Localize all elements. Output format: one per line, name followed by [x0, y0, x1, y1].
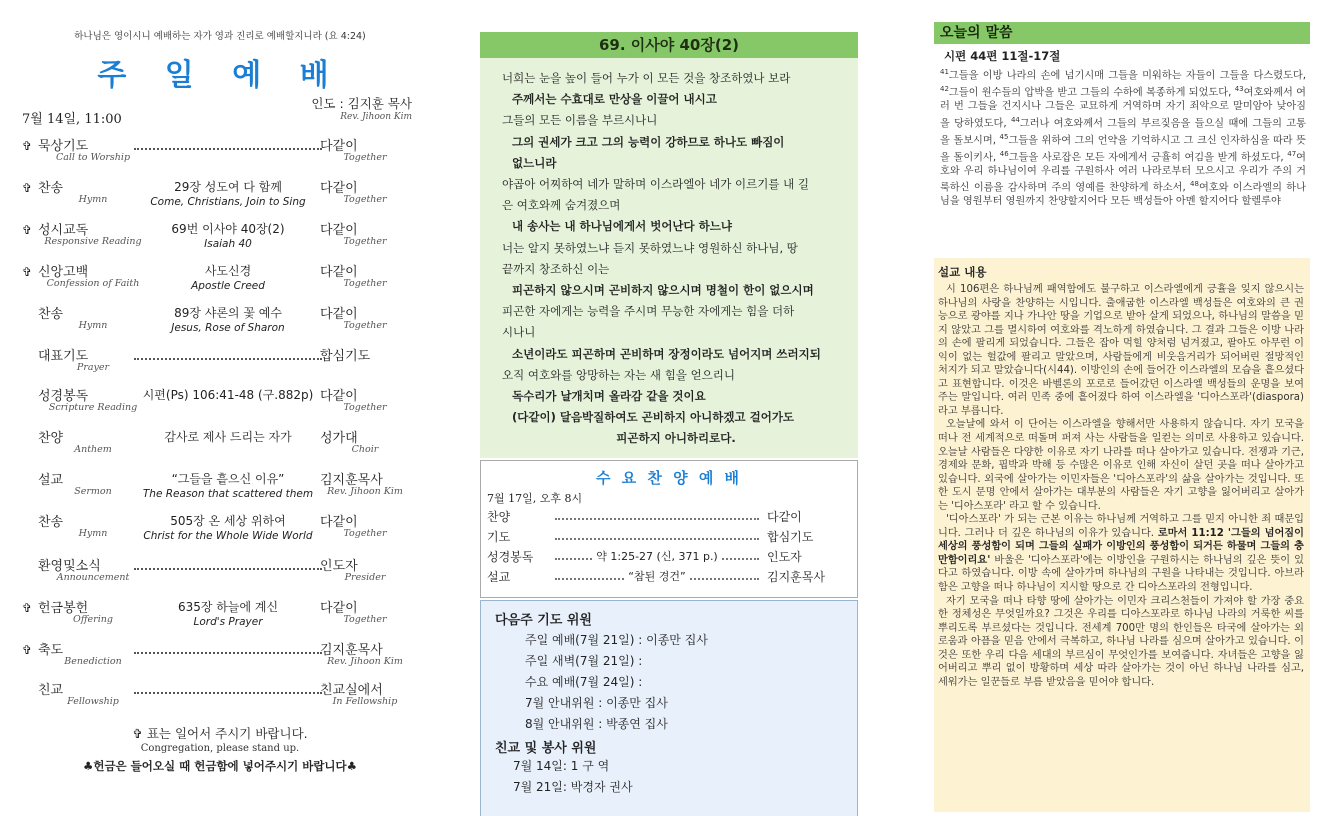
order-item-name: 성시교독	[38, 223, 89, 238]
reading-line: (다같이) 달음박질하여도 곤비하지 아니하겠고 걸어가도	[512, 410, 795, 425]
reading-line: 너희는 눈을 높이 들어 누가 이 모든 것을 창조하였나 보라	[502, 71, 791, 85]
word-title: 오늘의 말씀	[934, 22, 1310, 44]
verse-text: 그들이 원수들의 압박을 받고 그들의 수하에 복종하게 되었도다,	[948, 87, 1235, 99]
order-row	[22, 596, 418, 636]
order-item-title: 69번 이사야 40장(2)	[168, 220, 287, 237]
reading-title: 69. 이사야 40장(2)	[480, 32, 858, 58]
wednesday-item-leader: 합심기도	[767, 530, 814, 544]
order-item-leader: 김지훈목사	[320, 643, 383, 658]
order-item-leader: 김지훈목사	[320, 473, 383, 488]
order-row	[22, 678, 418, 718]
order-item-leader-en: Presider	[344, 572, 386, 583]
order-item-name: 축도	[38, 643, 64, 658]
order-item-leader: 친교실에서	[320, 683, 383, 698]
order-item-leader: 다같이	[320, 601, 358, 616]
reading-line: 피곤하지 않으시며 곤비하지 않으시며 명철이 한이 없으시며	[512, 283, 814, 298]
order-row	[22, 554, 418, 594]
order-row	[22, 176, 418, 216]
wednesday-item-leader: 인도자	[767, 550, 802, 564]
wednesday-date: 7월 17일, 오후 8시	[487, 492, 583, 505]
order-item-name-en: Prayer	[76, 362, 110, 373]
service-date: 7월 14일, 11:00	[22, 112, 122, 127]
order-item-detail	[132, 260, 324, 292]
notes	[22, 724, 418, 774]
verse-text: 그러나 여호와께서 그들의 부르짖음을 들으실 때에 그들의 고통을 돌보시며,	[940, 117, 1306, 146]
order-item-detail	[132, 426, 324, 445]
wednesday-item-leader: 김지훈목사	[767, 570, 825, 584]
reading-line: 피곤하지 아니하리로다.	[616, 431, 736, 446]
leader-name-en: Rev. Jihoon Kim	[340, 112, 412, 122]
stand-cross-icon: ✞	[22, 601, 33, 615]
reading-line: 오직 여호와를 앙망하는 자는 새 힘을 얻으리니	[502, 367, 736, 382]
verse-number: 42	[940, 84, 949, 93]
reading-line: 그의 권세가 크고 그의 능력이 강하므로 하나도 빠짐이	[512, 134, 785, 149]
stand-cross-icon: ✞	[22, 139, 33, 153]
verse-number: 46	[999, 149, 1009, 158]
wednesday-item-detail	[551, 548, 763, 564]
reading-line: 야곱아 어찌하여 네가 말하며 이스라엘아 네가 이르기를 내 길	[502, 177, 809, 192]
order-row	[22, 218, 418, 258]
order-row	[22, 638, 418, 678]
order-item-leader: 다같이	[320, 181, 358, 196]
order-item-title-en: Christ for the Whole Wide World	[143, 530, 313, 542]
order-item-name: 환영및소식	[38, 559, 101, 574]
sermon-text-span: 바울은 '디아스포라'에는 이방인을 구원하시는 하나님의 깊은 뜻이 있다고 하였습니다. 이방 속에 살아가며 하나님의 구원을 나타내는 것입니다. 아브라함은 고향을 떠나 하나님이 지시할 땅으로 간 디아스포라의 전형입니다.	[938, 554, 1304, 594]
prayer-item: 7월 안내위원 : 이종만 집사	[525, 696, 668, 710]
reading-line: 너는 알지 못하였느냐 듣지 못하였느냐 영원하신 하나님, 땅	[502, 240, 798, 255]
order-item-title-en: Come, Christians, Join to Sing	[150, 196, 306, 208]
order-item-name: 찬양	[38, 431, 64, 446]
verse-number: 47	[1287, 149, 1297, 158]
right-panel	[934, 22, 1310, 812]
dot-leader	[134, 558, 322, 570]
order-item-leader-en: Choir	[351, 444, 379, 455]
sermon-box	[934, 258, 1310, 812]
sunday-order-panel	[22, 28, 418, 808]
offering-note: ♣헌금은 들어오실 때 헌금함에 넣어주시기 바랍니다♣	[83, 759, 357, 773]
order-item-leader: 다같이	[320, 389, 358, 404]
order-row	[22, 468, 418, 508]
reading-line: 없느니라	[512, 155, 557, 170]
order-item-leader-en: Rev. Jihoon Kim	[327, 486, 403, 497]
order-item-detail	[132, 384, 324, 403]
order-item-title: 89장 샤론의 꽃 예수	[171, 304, 285, 321]
wednesday-item-name: 찬양	[487, 510, 511, 524]
sermon-paragraph: 시 106편은 하나님께 패역함에도 불구하고 이스라엘에게 긍휼을 잊지 않으시는 하나님의 사랑을 찬양하는 시입니다. 출애굽한 이스라엘 백성들은 여호와의 큰 권능으로 광야를 지나 가나안 땅을 기업으로 받아 살게 되었으나, 하나님의 말씀을 믿지 않았고 그를 멸시하여 여호와를 격노하게 하였습니다. 그 결과 그들은 이방 나라의 손에 팔리게 되었습니다. 그들은 잡아 먹힐 양처럼 넘겨졌고, 팔아도 아무런 이익이 없는 헐값에 팔리고 말았으며, 사람들에게 비웃음거리가 되어버린 절망적인 처지가 되고 말았습니다(시44). 이방인의 손에 들어간 이스라엘의 모습을 흩으셨다고 표현합니다. 이것은 바벨론의 포로로 들어갔던 이스라엘 백성들의 운명을 보여주는 말입니다. 여러 민족 중에 흩어졌다 하여 이스라엘을 '디아스포라'(diaspora) 라고 부릅니다.	[938, 284, 1304, 417]
order-row	[22, 426, 418, 466]
reading-line: 소년이라도 피곤하며 곤비하며 장정이라도 넘어지며 쓰러지되	[512, 346, 821, 361]
order-item-leader-en: Together	[343, 278, 387, 289]
wednesday-item-detail	[551, 568, 763, 584]
stand-cross-icon: ✞	[22, 265, 33, 279]
order-item-leader-en: Together	[343, 402, 387, 413]
order-item-name: 찬송	[38, 181, 64, 196]
wednesday-row	[487, 526, 851, 546]
order-item-name: 묵상기도	[38, 139, 89, 154]
order-item-name-en: Confession of Faith	[46, 278, 140, 289]
stand-note-en: Congregation, please stand up.	[140, 743, 300, 754]
order-item-name-en: Scripture Reading	[48, 402, 138, 413]
order-item-name-en: Hymn	[78, 320, 108, 331]
reading-line: 끝까지 창조하신 이는	[502, 261, 610, 276]
order-item-detail	[132, 176, 324, 208]
responsive-reading-box	[480, 32, 858, 458]
sermon-heading: 설교 내용	[938, 265, 987, 279]
order-item-title: 사도신경	[202, 262, 254, 279]
order-item-detail	[132, 596, 324, 628]
sermon-text	[938, 283, 1304, 689]
stand-cross-icon: ✞	[22, 181, 33, 195]
order-row	[22, 344, 418, 384]
order-item-name-en: Call to Worship	[55, 152, 131, 163]
psalm-box	[934, 44, 1310, 258]
order-item-name-en: Offering	[73, 614, 113, 625]
date-leader-row	[22, 94, 418, 134]
order-item-detail	[132, 468, 324, 500]
prayer-list	[495, 630, 845, 735]
sermon-text-span: '디아스포라' 가 되는 근본 이유는 하나님께 거역하고 그를 믿지 아니한 죄 때문입니다. 그러나 더 깊은 하나님의 이유가 있습니다.	[938, 514, 1304, 539]
order-item-detail	[132, 218, 324, 250]
reading-line: 그들의 모든 이름을 부르시나니	[502, 113, 658, 128]
order-item-name-en: Sermon	[74, 486, 112, 497]
order-item-name: 친교	[38, 683, 64, 698]
verse-text: 그들을 사로잡은 모든 자에게서 긍휼히 여김을 받게 하셨도다,	[1008, 151, 1288, 163]
reading-line: 내 송사는 내 하나님에게서 벗어난다 하느냐	[512, 219, 732, 234]
order-item-leader-en: Together	[343, 320, 387, 331]
order-row	[22, 384, 418, 424]
order-item-leader: 다같이	[320, 515, 358, 530]
sermon-paragraph: 자기 모국을 떠나 타향 땅에 살아가는 이민자 크리스천들이 가져야 할 가장 중요한 정체성은 무엇일까요? 그것은 우리를 디아스포라로 하나님 나라의 거룩한 씨를 뿌리도록 부르셨다는 것입니다. 전세계 700만 명의 한인들은 타국에 살아가는 외로움과 아픔을 믿음 안에서 극복하고, 하나님 나라를 심으며 살아가고 있습니다. 이것은 또한 우리 다음 세대의 부르심이 무엇인가를 보여줍니다. 자녀들은 고향을 잃어버리고 뿌리 없이 방황하며 세상 따라 살아가는 것이 아닌 하나님 나라를 심고, 세워가는 일꾼들로 부름 받았음을 믿어야 합니다.	[938, 595, 1304, 688]
verse-number: 43	[1234, 84, 1244, 93]
wednesday-item-leader: 다같이	[767, 510, 802, 524]
wednesday-item-title: 약 1:25-27 (신, 371 p.)	[593, 550, 720, 563]
wednesday-item-name: 성경봉독	[487, 550, 534, 564]
reading-line: 독수리가 날개치며 올라감 같을 것이요	[512, 389, 706, 404]
prayer-item: 수요 예배(7월 24일) :	[525, 675, 643, 689]
wednesday-service-box	[480, 460, 858, 598]
fellowship-list	[495, 756, 845, 798]
order-item-title-en: The Reason that scattered them	[142, 488, 314, 500]
order-item-name: 찬송	[38, 307, 64, 322]
order-item-name-en: Hymn	[78, 194, 108, 205]
wednesday-rows	[487, 506, 851, 586]
fellowship-item: 7월 21일: 박경자 권사	[513, 780, 633, 794]
order-item-leader: 다같이	[320, 307, 358, 322]
reading-line: 시나니	[502, 325, 536, 340]
verse-number: 41	[940, 68, 949, 76]
order-item-name: 신앙고백	[38, 265, 89, 280]
dot-leader	[134, 682, 322, 694]
fellowship-heading: 친교 및 봉사 위원	[495, 741, 597, 756]
wednesday-item-name: 기도	[487, 530, 511, 544]
sermon-paragraph	[938, 513, 1304, 594]
order-item-leader-en: In Fellowship	[332, 696, 398, 707]
psalm-reference: 시편 44편 11절-17절	[944, 49, 1061, 63]
wednesday-item-title: “참된 경건”	[625, 570, 688, 583]
verse-text: 그들을 이방 나라의 손에 넘기시매 그들을 미워하는 자들이 그들을 다스렸도다,	[948, 70, 1306, 82]
wednesday-row	[487, 546, 851, 566]
order-item-leader-en: Together	[343, 614, 387, 625]
order-item-name-en: Responsive Reading	[44, 236, 142, 247]
leader-info	[311, 94, 412, 122]
wednesday-title: 수 요 찬 양 예 배	[595, 469, 743, 487]
order-item-name-en: Announcement	[56, 572, 130, 583]
order-item-leader: 합심기도	[320, 349, 371, 364]
page-title: 주 일 예 배	[97, 58, 343, 93]
order-item-name-en: Anthem	[74, 444, 112, 455]
order-item-leader: 성가대	[320, 431, 358, 446]
order-item-leader-en: Rev. Jihoon Kim	[327, 656, 403, 667]
order-item-name: 설교	[38, 473, 64, 488]
dot-leader	[555, 530, 759, 540]
order-item-title-en: Jesus, Rose of Sharon	[171, 322, 285, 334]
dot-leader	[555, 510, 759, 520]
order-item-name-en: Hymn	[78, 528, 108, 539]
order-row	[22, 260, 418, 300]
stand-cross-icon: ✞	[22, 643, 33, 657]
order-item-leader: 다같이	[320, 265, 358, 280]
order-item-title: 29장 성도여 다 함께	[171, 178, 285, 195]
order-item-title: 505장 온 세상 위하여	[167, 512, 289, 529]
sermon-quote: 로마서 11:12 '그들의 넘어짐이 세상의 풍성함이 되며 그들의 실패가 이방인의 풍성함이 되거든 하물며 그들의 충만함이리요'	[938, 527, 1304, 566]
middle-panel	[480, 32, 858, 794]
order-row	[22, 134, 418, 174]
order-item-leader-en: Together	[343, 152, 387, 163]
order-row	[22, 302, 418, 342]
wednesday-row	[487, 566, 851, 586]
order-item-title-en: Isaiah 40	[204, 238, 252, 250]
dot-leader	[134, 642, 322, 654]
stand-cross-icon: ✞	[22, 223, 33, 237]
psalm-text	[940, 66, 1306, 209]
verse-number: 45	[999, 132, 1009, 141]
order-item-leader: 인도자	[320, 559, 358, 574]
sermon-paragraph: 오늘날에 와서 이 단어는 이스라엘을 향해서만 사용하지 않습니다. 자기 모국을 떠나 전 세계적으로 떠돌며 퍼져 사는 사람들을 일컫는 의미로 사용하고 있습니다. 오늘날 사람들은 다양한 이유로 자기 나라를 떠나 살아가고 있습니다. 전쟁과 기근, 경제와 문화, 핍박과 박해 등 수많은 이유로 인해 자신이 살던 곳을 떠나 살아가고 있습니다. 외국에 살아가는 이민자들은 '디아스포라'의 삶을 살아가는 것입니다. 또한 도시 문명 안에서 살아가는 대부분의 사람들은 자기 고향을 잃어버리고 살아가는 '디아스포라' 라고 할 수 있습니다.	[938, 419, 1304, 512]
order-item-name: 성경봉독	[38, 389, 89, 404]
order-item-title: 감사로 제사 드리는 자가	[161, 428, 294, 445]
header-verse: 하나님은 영이시니 예배하는 자가 영과 진리로 예배할지니라 (요 4:24)	[74, 31, 366, 42]
order-item-leader-en: Together	[343, 194, 387, 205]
wednesday-row	[487, 506, 851, 526]
order-item-leader-en: Together	[343, 528, 387, 539]
order-item-detail	[132, 302, 324, 334]
verse-number: 48	[1190, 180, 1199, 189]
order-item-leader: 다같이	[320, 223, 358, 238]
fellowship-item: 7월 14일: 1 구 역	[513, 759, 610, 773]
order-item-detail	[132, 510, 324, 542]
verse-text: 여호와 이스라엘의 하나님을 영원부터 영원까지 찬양할지어다 모든 백성들아 아멘 할지어다 할렐루야	[940, 182, 1306, 208]
stand-note: ✞ 표는 일어서 주시기 바랍니다.	[132, 726, 308, 741]
order-item-name: 헌금봉헌	[38, 601, 89, 616]
prayer-item: 주일 새벽(7월 21일) :	[525, 654, 643, 668]
wednesday-item-name: 설교	[487, 570, 511, 584]
prayer-committee-box	[480, 600, 858, 816]
order-item-title-en: Lord's Prayer	[193, 616, 263, 628]
order-item-name: 찬송	[38, 515, 64, 530]
order-item-leader-en: Together	[343, 236, 387, 247]
verse-text: 그들을 위하여 그의 언약을 기억하시고 그 크신 인자하심을 따라 뜻을 돌이키사,	[940, 134, 1307, 163]
prayer-item: 8월 안내위원 : 박종연 집사	[525, 717, 668, 731]
verse-number: 44	[1010, 115, 1020, 124]
verse-text: 여호와께서 여러 번 그들을 건지시나 그들은 교묘하게 거역하며 자기 죄악으로 말미암아 낮아짐을 당하였도다,	[940, 87, 1306, 129]
order-item-title: 635장 하늘에 계신	[175, 598, 281, 615]
order-item-title-en: Apostle Creed	[191, 280, 265, 292]
reading-line: 은 여호와께 숨겨졌으며	[502, 198, 621, 213]
order-row	[22, 510, 418, 550]
reading-line: 피곤한 자에게는 능력을 주시며 무능한 자에게는 힘을 더하	[502, 304, 795, 319]
dot-leader	[134, 138, 322, 150]
reading-lines	[480, 58, 858, 450]
order-item-name-en: Benediction	[64, 656, 122, 667]
leader-name: 인도 : 김지훈 목사	[311, 96, 412, 111]
order-item-leader: 다같이	[320, 139, 358, 154]
order-item-title: “그들을 흩으신 이유”	[169, 470, 288, 487]
dot-leader	[134, 348, 322, 360]
order-item-name: 대표기도	[38, 349, 89, 364]
prayer-item: 주일 예배(7월 21일) : 이종만 집사	[525, 633, 708, 647]
prayer-heading: 다음주 기도 위원	[495, 613, 592, 628]
order-item-name-en: Fellowship	[67, 696, 119, 707]
order-item-title: 시편(Ps) 106:41-48 (구.882p)	[140, 386, 317, 403]
verse-text: 여호와 우리 하나님이여 우리를 구원하사 여러 나라로부터 모으시고 우리가 주의 거룩하신 이름을 감사하며 주의 영예를 찬양하게 하소서,	[940, 151, 1306, 194]
reading-line: 주께서는 수효대로 만상을 이끌어 내시고	[512, 92, 717, 107]
